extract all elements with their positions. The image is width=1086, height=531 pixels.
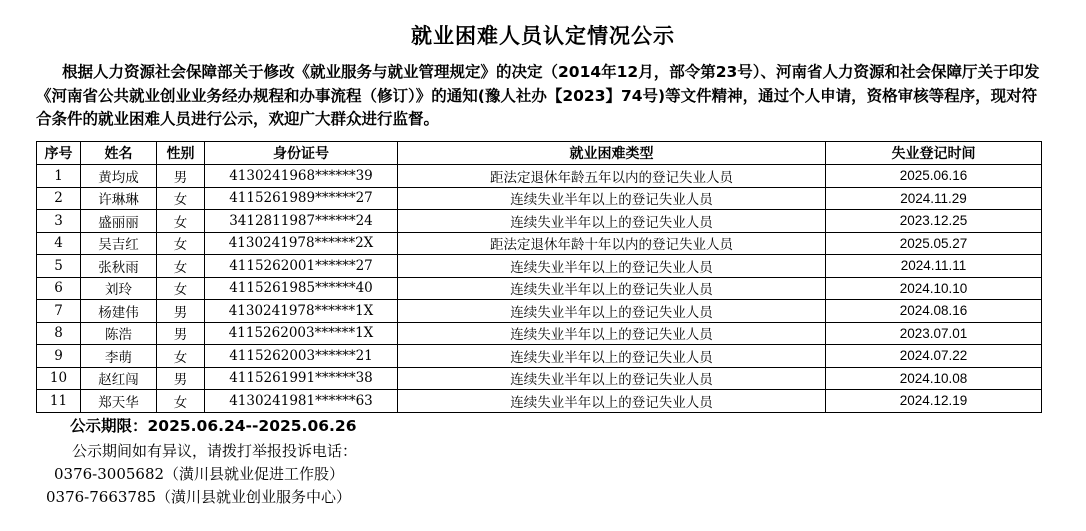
table-row [37, 210, 1042, 233]
header-registration-date: 失业登记时间 [826, 142, 1042, 165]
cell-gender: 男 [157, 300, 205, 323]
cell-name: 赵红闯 [81, 367, 157, 390]
cell-id-number: 3412811987******24 [205, 210, 398, 233]
cell-id-number: 4115261989******27 [205, 187, 398, 210]
cell-difficulty-type: 连续失业半年以上的登记失业人员 [398, 390, 826, 413]
cell-difficulty-type: 距法定退休年龄五年以内的登记失业人员 [398, 165, 826, 188]
cell-registration-date: 2025.06.16 [826, 165, 1042, 188]
cell-registration-date: 2024.07.22 [826, 345, 1042, 368]
cell-index: 3 [37, 210, 81, 233]
cell-id-number: 4130241981******63 [205, 390, 398, 413]
cell-difficulty-type: 连续失业半年以上的登记失业人员 [398, 322, 826, 345]
cell-gender: 女 [157, 187, 205, 210]
cell-id-number: 4130241968******39 [205, 165, 398, 188]
table-row [37, 232, 1042, 255]
cell-index: 7 [37, 300, 81, 323]
cell-index: 6 [37, 277, 81, 300]
table-row [37, 300, 1042, 323]
cell-gender: 男 [157, 367, 205, 390]
cell-registration-date: 2023.12.25 [826, 210, 1042, 233]
header-name: 姓名 [81, 142, 157, 165]
cell-gender: 女 [157, 345, 205, 368]
table-row [37, 255, 1042, 278]
cell-name: 黄均成 [81, 165, 157, 188]
cell-id-number: 4115262003******21 [205, 345, 398, 368]
cell-name: 李萌 [81, 345, 157, 368]
cell-id-number: 4130241978******1X [205, 300, 398, 323]
cell-gender: 女 [157, 210, 205, 233]
cell-index: 4 [37, 232, 81, 255]
cell-difficulty-type: 连续失业半年以上的登记失业人员 [398, 345, 826, 368]
cell-index: 9 [37, 345, 81, 368]
contact-phone-2: 0376-7663785（潢川县就业创业服务中心） [46, 488, 352, 506]
cell-name: 张秋雨 [81, 255, 157, 278]
cell-name: 盛丽丽 [81, 210, 157, 233]
cell-registration-date: 2024.12.19 [826, 390, 1042, 413]
table-row [37, 277, 1042, 300]
table-row [37, 390, 1042, 413]
cell-gender: 男 [157, 322, 205, 345]
cell-index: 10 [37, 367, 81, 390]
header-difficulty-type: 就业困难类型 [398, 142, 826, 165]
table-row [37, 345, 1042, 368]
table-row [37, 187, 1042, 210]
cell-gender: 女 [157, 255, 205, 278]
cell-id-number: 4115262001******27 [205, 255, 398, 278]
cell-index: 8 [37, 322, 81, 345]
cell-registration-date: 2024.10.08 [826, 367, 1042, 390]
cell-difficulty-type: 距法定退休年龄十年以内的登记失业人员 [398, 232, 826, 255]
cell-name: 郑天华 [81, 390, 157, 413]
cell-name: 许琳琳 [81, 187, 157, 210]
table-row [37, 367, 1042, 390]
header-index: 序号 [37, 142, 81, 165]
contact-intro: 公示期间如有异议，请拨打举报投诉电话： [72, 442, 358, 460]
cell-id-number: 4115261991******38 [205, 367, 398, 390]
cell-name: 吴吉红 [81, 232, 157, 255]
table-header-row [37, 142, 1042, 165]
cell-difficulty-type: 连续失业半年以上的登记失业人员 [398, 367, 826, 390]
cell-gender: 女 [157, 232, 205, 255]
table-row [37, 322, 1042, 345]
personnel-table [36, 141, 1042, 413]
cell-name: 陈浩 [81, 322, 157, 345]
notice-paragraph: 根据人力资源社会保障部关于修改《就业服务与就业管理规定》的决定（2014年12月，部令第23号）、河南省人力资源和社会保障厅关于印发《河南省公共就业创业业务经办规程和办事流程（修订）》的通知(豫人社办【2023】74号)等文件精神，通过个人申请，资格审核等程序，现对符合条件的就业困难人员进行公示，欢迎广大群众进行监督。 [36, 63, 1040, 128]
cell-id-number: 4115261985******40 [205, 277, 398, 300]
page-title: 就业困难人员认定情况公示 [411, 24, 675, 48]
cell-registration-date: 2025.05.27 [826, 232, 1042, 255]
contact-phone-1: 0376-3005682（潢川县就业促进工作股） [54, 465, 345, 483]
table-row [37, 165, 1042, 188]
header-id-number: 身份证号 [205, 142, 398, 165]
cell-registration-date: 2023.07.01 [826, 322, 1042, 345]
cell-difficulty-type: 连续失业半年以上的登记失业人员 [398, 277, 826, 300]
cell-registration-date: 2024.10.10 [826, 277, 1042, 300]
cell-difficulty-type: 连续失业半年以上的登记失业人员 [398, 210, 826, 233]
cell-id-number: 4130241978******2X [205, 232, 398, 255]
cell-difficulty-type: 连续失业半年以上的登记失业人员 [398, 187, 826, 210]
notice-period: 公示期限：2025.06.24--2025.06.26 [70, 417, 357, 435]
cell-name: 杨建伟 [81, 300, 157, 323]
cell-difficulty-type: 连续失业半年以上的登记失业人员 [398, 300, 826, 323]
cell-index: 5 [37, 255, 81, 278]
header-gender: 性别 [157, 142, 205, 165]
cell-index: 1 [37, 165, 81, 188]
cell-difficulty-type: 连续失业半年以上的登记失业人员 [398, 255, 826, 278]
cell-id-number: 4115262003******1X [205, 322, 398, 345]
cell-gender: 女 [157, 277, 205, 300]
cell-index: 2 [37, 187, 81, 210]
cell-registration-date: 2024.11.29 [826, 187, 1042, 210]
cell-gender: 男 [157, 165, 205, 188]
cell-index: 11 [37, 390, 81, 413]
cell-registration-date: 2024.11.11 [826, 255, 1042, 278]
cell-gender: 女 [157, 390, 205, 413]
cell-name: 刘玲 [81, 277, 157, 300]
cell-registration-date: 2024.08.16 [826, 300, 1042, 323]
